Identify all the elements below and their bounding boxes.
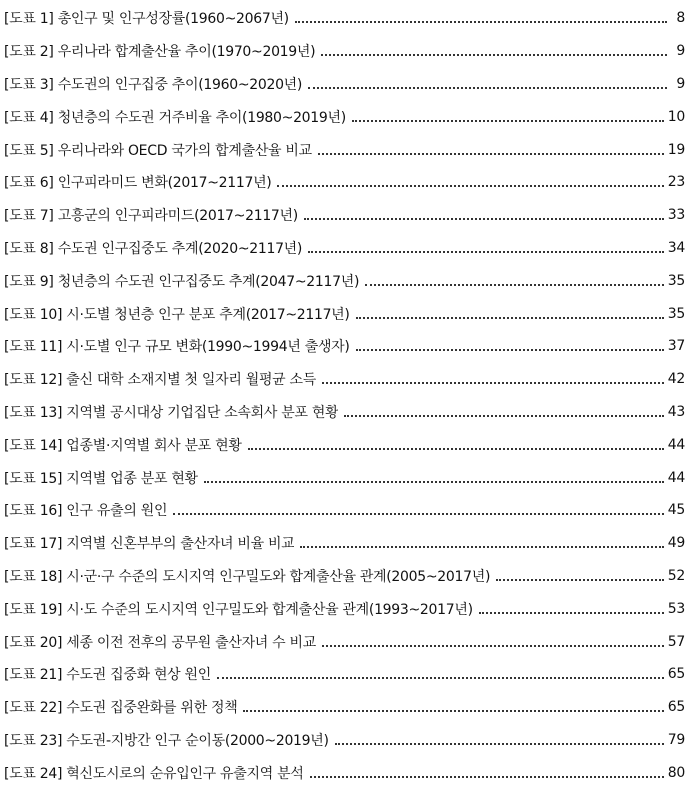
figure-label: [도표 16] xyxy=(4,503,63,520)
page-number: 37 xyxy=(667,338,685,355)
dot-leader xyxy=(356,349,664,351)
figure-title: 인구 유출의 원인 xyxy=(66,503,168,520)
figure-title: 출신 대학 소재지별 첫 일자리 월평균 소득 xyxy=(66,372,317,389)
page-number: 35 xyxy=(667,305,685,322)
toc-entry[interactable] xyxy=(0,68,691,101)
page-number: 10 xyxy=(667,108,685,125)
page-number: 65 xyxy=(667,666,685,683)
dot-leader xyxy=(243,710,663,712)
dot-leader xyxy=(308,251,664,253)
page-number: 44 xyxy=(667,469,685,486)
figure-title: 혁신도시로의 순유입인구 유출지역 분석 xyxy=(66,765,304,782)
figure-title: 총인구 및 인구성장률(1960~2067년) xyxy=(57,11,289,28)
figure-label: [도표 7] xyxy=(4,208,54,225)
dot-leader xyxy=(496,579,664,581)
page-number: 80 xyxy=(667,764,685,781)
page-number: 52 xyxy=(667,567,685,584)
toc-entry[interactable] xyxy=(0,494,691,527)
dot-leader xyxy=(318,153,664,155)
figure-label: [도표 22] xyxy=(4,700,63,717)
page-number: 8 xyxy=(676,10,685,27)
page-number: 35 xyxy=(667,272,685,289)
toc-entry[interactable] xyxy=(0,2,691,35)
toc-entry[interactable] xyxy=(0,199,691,232)
figure-label: [도표 18] xyxy=(4,568,63,585)
toc-entry[interactable] xyxy=(0,330,691,363)
page-number: 33 xyxy=(667,207,685,224)
toc-entry[interactable] xyxy=(0,461,691,494)
figure-title: 업종별·지역별 회사 분포 현황 xyxy=(66,437,242,454)
page-number: 42 xyxy=(667,371,685,388)
toc-entry[interactable] xyxy=(0,756,691,789)
dot-leader xyxy=(321,54,667,56)
dot-leader xyxy=(352,120,664,122)
dot-leader xyxy=(344,415,663,417)
figure-label: [도표 21] xyxy=(4,667,63,684)
figure-label: [도표 14] xyxy=(4,437,63,454)
figure-label: [도표 13] xyxy=(4,404,63,421)
figure-title: 수도권 인구집중도 추계(2020~2117년) xyxy=(57,240,303,257)
figure-title: 수도권 집중완화를 위한 정책 xyxy=(66,700,238,717)
page-number: 57 xyxy=(667,633,685,650)
figure-label: [도표 23] xyxy=(4,732,63,749)
dot-leader xyxy=(310,776,664,778)
figure-label: [도표 17] xyxy=(4,536,63,553)
figure-title: 청년층의 수도권 거주비율 추이(1980~2019년) xyxy=(57,109,346,126)
toc-entry[interactable] xyxy=(0,691,691,724)
toc-entry[interactable] xyxy=(0,658,691,691)
toc-entry[interactable] xyxy=(0,133,691,166)
toc-entry[interactable] xyxy=(0,560,691,593)
figure-title: 수도권 집중화 현상 원인 xyxy=(66,667,211,684)
figure-title: 수도권-지방간 인구 순이동(2000~2019년) xyxy=(66,732,329,749)
toc-entry[interactable] xyxy=(0,396,691,429)
dot-leader xyxy=(217,677,664,679)
figure-title: 세종 이전 전후의 공무원 출산자녀 수 비교 xyxy=(66,634,317,651)
toc-entry[interactable] xyxy=(0,100,691,133)
figure-title: 우리나라 합계출산율 추이(1970~2019년) xyxy=(57,44,316,61)
figure-label: [도표 5] xyxy=(4,142,54,159)
toc-entry[interactable] xyxy=(0,297,691,330)
figure-title: 인구피라미드 변화(2017~2117년) xyxy=(57,175,272,192)
page-number: 34 xyxy=(667,239,685,256)
page-number: 43 xyxy=(667,403,685,420)
dot-leader xyxy=(277,185,663,187)
figure-title: 우리나라와 OECD 국가의 합계출산율 비교 xyxy=(57,142,312,159)
page-number: 79 xyxy=(667,731,685,748)
figure-label: [도표 20] xyxy=(4,634,63,651)
toc-entry[interactable] xyxy=(0,724,691,757)
figure-title: 지역별 업종 분포 현황 xyxy=(66,470,198,487)
figure-title: 시·군·구 수준의 도시지역 인구밀도와 합계출산율 관계(2005~2017년) xyxy=(66,568,491,585)
figure-label: [도표 11] xyxy=(4,339,63,356)
dot-leader xyxy=(322,382,664,384)
page-number: 49 xyxy=(667,535,685,552)
dot-leader xyxy=(248,448,664,450)
page-number: 19 xyxy=(667,141,685,158)
figure-label: [도표 12] xyxy=(4,372,63,389)
figure-title: 지역별 신혼부부의 출산자녀 비율 비교 xyxy=(66,536,295,553)
figure-title: 시·도별 인구 규모 변화(1990~1994년 출생자) xyxy=(66,339,350,356)
dot-leader xyxy=(304,218,664,220)
figure-label: [도표 8] xyxy=(4,240,54,257)
toc-entry[interactable] xyxy=(0,428,691,461)
toc-entry[interactable] xyxy=(0,232,691,265)
figure-label: [도표 10] xyxy=(4,306,63,323)
dot-leader xyxy=(173,513,664,515)
figure-label: [도표 19] xyxy=(4,601,63,618)
page-number: 9 xyxy=(676,75,685,92)
figure-title: 청년층의 수도권 인구집중도 추계(2047~2117년) xyxy=(57,273,360,290)
dot-leader xyxy=(356,317,664,319)
page-number: 53 xyxy=(667,600,685,617)
toc-entry[interactable] xyxy=(0,363,691,396)
dot-leader xyxy=(308,87,667,89)
figure-label: [도표 2] xyxy=(4,44,54,61)
toc-entry[interactable] xyxy=(0,625,691,658)
dot-leader xyxy=(300,546,663,548)
dot-leader xyxy=(335,743,664,745)
toc-entry[interactable] xyxy=(0,592,691,625)
figure-label: [도표 15] xyxy=(4,470,63,487)
figure-title: 수도권의 인구집중 추이(1960~2020년) xyxy=(57,76,303,93)
dot-leader xyxy=(479,612,664,614)
figure-label: [도표 24] xyxy=(4,765,63,782)
toc-entry[interactable] xyxy=(0,527,691,560)
page-number: 9 xyxy=(676,43,685,60)
dot-leader xyxy=(365,284,664,286)
dot-leader xyxy=(204,481,664,483)
page-number: 45 xyxy=(667,502,685,519)
page-number: 65 xyxy=(667,699,685,716)
page-number: 23 xyxy=(667,174,685,191)
toc-entry[interactable] xyxy=(0,264,691,297)
figure-title: 고흥군의 인구피라미드(2017~2117년) xyxy=(57,208,298,225)
dot-leader xyxy=(322,645,664,647)
figure-label: [도표 9] xyxy=(4,273,54,290)
figure-title: 시·도별 청년층 인구 분포 추계(2017~2117년) xyxy=(66,306,350,323)
figure-title: 시·도 수준의 도시지역 인구밀도와 합계출산율 관계(1993~2017년) xyxy=(66,601,473,618)
figure-label: [도표 1] xyxy=(4,11,54,28)
page-number: 44 xyxy=(667,436,685,453)
figure-label: [도표 4] xyxy=(4,109,54,126)
toc-entry[interactable] xyxy=(0,35,691,68)
dot-leader xyxy=(295,21,667,23)
figure-title: 지역별 공시대상 기업집단 소속회사 분포 현황 xyxy=(66,404,339,421)
figure-label: [도표 6] xyxy=(4,175,54,192)
toc-entry[interactable] xyxy=(0,166,691,199)
figure-label: [도표 3] xyxy=(4,76,54,93)
